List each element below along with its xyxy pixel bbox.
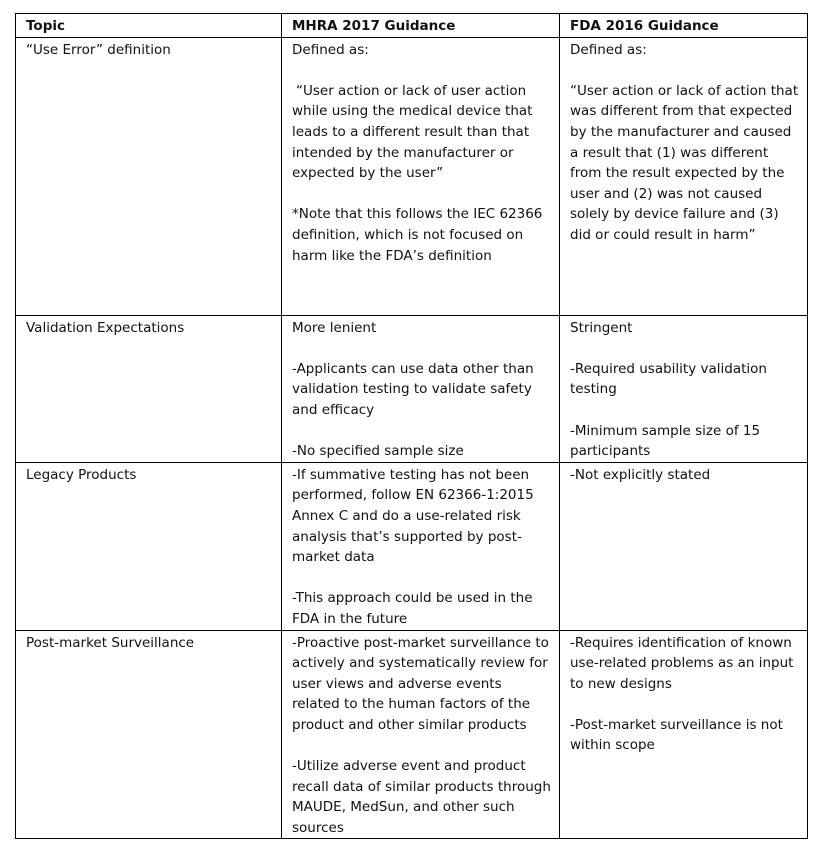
- mhra-cell: [282, 315, 560, 462]
- fda-cell: [560, 630, 808, 839]
- cell-paragraph: -Requires identification of known use-related problems as an input to new designs: [570, 634, 794, 692]
- table-row: [16, 315, 808, 462]
- cell-paragraph: -If summative testing has not been performed, follow EN 62366-1:2015 Annex C and do a use-related risk analysis that’s supported by post-market data: [292, 466, 534, 566]
- cell-paragraph: -Utilize adverse event and product recall data of similar products through MAUDE, MedSun, and other such sources: [292, 758, 551, 836]
- cell-paragraph: -Post-market surveillance is not within scope: [570, 716, 783, 754]
- cell-paragraph: -Minimum sample size of 15 participants: [570, 422, 761, 460]
- fda-cell: [560, 462, 808, 630]
- mhra-cell: [282, 630, 560, 839]
- topic-cell: Legacy Products: [16, 462, 282, 630]
- cell-paragraph: -No specified sample size: [292, 443, 464, 460]
- cell-paragraph: “User action or lack of action that was different from that expected by the manufacturer and caused a result that (1) was different from the result expected by the user and (2) was not caused solely by device failure and (3) did or could result in harm”: [570, 82, 799, 243]
- cell-paragraph: More lenient: [292, 319, 377, 336]
- cell-paragraph: -Applicants can use data other than validation testing to validate safety and efficacy: [292, 360, 534, 418]
- mhra-cell: [282, 462, 560, 630]
- topic-cell: Post-market Surveillance: [16, 630, 282, 839]
- topic-cell: Validation Expectations: [16, 315, 282, 462]
- table-row: [16, 462, 808, 630]
- fda-cell: [560, 37, 808, 315]
- header-mhra: MHRA 2017 Guidance: [282, 14, 560, 38]
- header-topic: Topic: [16, 14, 282, 38]
- mhra-cell: [282, 37, 560, 315]
- cell-paragraph: Stringent: [570, 319, 633, 336]
- topic-cell: “Use Error” definition: [16, 37, 282, 315]
- header-fda: FDA 2016 Guidance: [560, 14, 808, 38]
- cell-paragraph: *Note that this follows the IEC 62366 definition, which is not focused on harm like the FDA’s definition: [292, 206, 543, 264]
- table-row: [16, 37, 808, 315]
- cell-paragraph: -Required usability validation testing: [570, 360, 767, 398]
- quote-text: “User action or lack of user action while using the medical device that leads to a different result than that intended by the manufacturer or expected by the user”: [292, 82, 533, 182]
- cell-paragraph: [292, 81, 551, 184]
- table-row: [16, 630, 808, 839]
- cell-paragraph: -This approach could be used in the FDA in the future: [292, 590, 533, 627]
- cell-paragraph: -Not explicitly stated: [570, 466, 711, 483]
- header-row: [16, 14, 808, 38]
- cell-paragraph: Defined as:: [292, 41, 369, 58]
- comparison-table: [15, 13, 808, 839]
- cell-paragraph: Defined as:: [570, 41, 647, 58]
- fda-cell: [560, 315, 808, 462]
- cell-paragraph: -Proactive post-market surveillance to actively and systematically review for user views and adverse events related to the human factors of the product and other similar products: [292, 634, 549, 733]
